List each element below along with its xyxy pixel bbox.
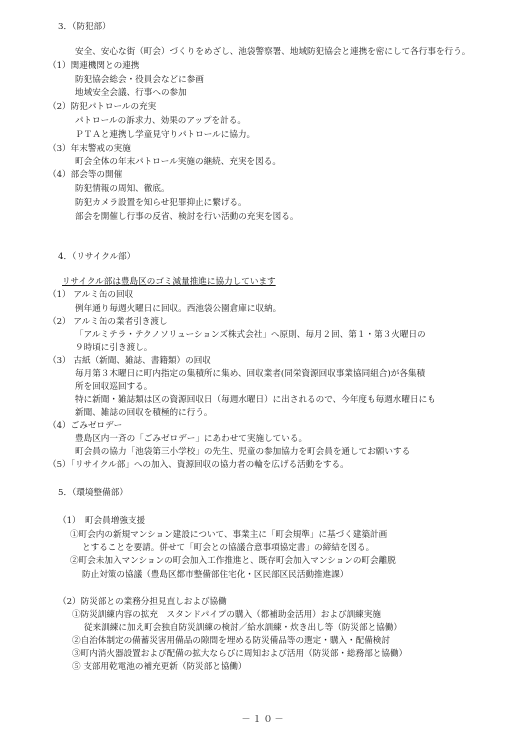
item-text: 従来訓練に加え町会独自防災訓練の検討／給水訓練・炊き出し等（防災部と協働） (84, 623, 402, 633)
item-text: ②自治体制定の備蓄災害用備品の隙間を埋める防災備品等の選定・購入・配備検討 (72, 636, 390, 646)
item-text: 町会全体の年末パトロール実施の継続、充実を図る。 (75, 157, 281, 167)
subsection-heading: （5）「リサイクル部」への加入、資源回収の協力者の輪を広げる活動をする。 (48, 460, 349, 470)
subsection-heading: （4）ごみゼロデー (48, 421, 123, 431)
item-text: とすることを要請。併せて「町会との協議合意事項協定書」の締結を図る。 (82, 543, 375, 553)
item-text: パトロールの訴求力、効果のアップを計る。 (75, 116, 246, 126)
subsection-heading: （1）関連機関との連携 (48, 61, 140, 71)
item-text: ９時頃に引き渡し。 (75, 343, 153, 353)
subsection-heading: （3）年末警戒の実施 (48, 144, 131, 154)
subsection-heading: （1） アルミ缶の回収 (48, 290, 134, 300)
item-text: 特に新聞・雑誌類は区の資源回収日（毎週水曜日）に出されるので、今年度も毎週水曜日にも (75, 395, 436, 405)
item-text: 例年通り毎週火曜日に回収。西池袋公園倉庫に収納。 (75, 304, 282, 314)
subsection-heading: （2）防犯パトロールの充実 (48, 102, 157, 112)
item-text: ①町会内の新規マンション建設について、事業主に「町会規準」に基づく建築計画 (70, 530, 388, 540)
item-text: 防犯情報の周知、徹底。 (75, 184, 170, 194)
item-text: 防犯カメラ設置を知らせ犯罪抑止に繋げる。 (75, 198, 247, 208)
subsection-heading: （1） 町会員増強支援 (58, 516, 146, 526)
item-text: ②町会未加入マンションの町会加入工作推進と、既存町会加入マンションの町会離脱 (70, 556, 396, 566)
item-text: 防止対策の協議（豊島区都市整備部住宅化・区民部区民活動推進課） (82, 570, 349, 580)
section-intro: 安全、安心な街（町会）づくりをめざし、池袋警察署、地域防犯協会と連携を密にして各行事を行う。 (75, 47, 471, 57)
item-text: ⑤ 支部用乾電池の補充更新（防災部と協働） (72, 662, 247, 672)
page-number: －１０－ (241, 715, 286, 725)
item-text: ③町内消火器設置および配備の拡大ならびに周知および活用（防災部・総務部と協働） (72, 649, 408, 659)
subsection-heading: （2） アルミ缶の業者引き渡し (48, 317, 168, 327)
subsection-heading: （2）防災部との業務分担見直しおよび協働 (58, 597, 227, 607)
subsection-heading: （4）部会等の開催 (48, 170, 123, 180)
item-text: 所を回収巡回する。 (75, 382, 153, 392)
item-text: 防犯協会総会・役員会などに参画 (75, 75, 204, 85)
section-title-crime-prevention: 3．（防犯部） (58, 22, 111, 32)
item-text: 地域安全会議、行事への参加 (75, 88, 187, 98)
subsection-heading: （3） 古紙（新聞、雑誌、書籍類）の回収 (48, 356, 211, 366)
item-text: 豊島区内一斉の「ごみゼロデー」にあわせて実施している。 (75, 434, 308, 444)
item-text: 毎月第３木曜日に町内指定の集積所に集め、回収業者(同栄資源回収事業協同組合)が各集積 (75, 369, 426, 379)
item-text: 新聞、雑誌の回収を積極的に行う。 (75, 408, 213, 418)
item-text: 町会員の協力「池袋第三小学校」の先生、児童の参加協力を町会員を通してお願いする (75, 447, 411, 457)
item-text: 「アルミテラ・テクノソリューションズ株式会社」へ原則、毎月２回、第１・第３火曜日の (75, 330, 426, 340)
section-title-recycling: 4．（リサイクル部） (58, 252, 136, 262)
item-text: ①防災訓練内容の拡充 スタンドパイプの購入（都補助金活用）および訓練実施 (72, 610, 381, 620)
item-text: ＰＴＡと連携し学童見守りパトロールに協力。 (75, 130, 256, 140)
item-text: 部会を開催し行事の反省、検討を行い活動の充実を図る。 (75, 212, 299, 222)
section-intro: リサイクル部は豊島区のゴミ減量推進に協力しています (62, 277, 276, 287)
section-title-environment: 5．（環境整備部） (58, 488, 128, 498)
